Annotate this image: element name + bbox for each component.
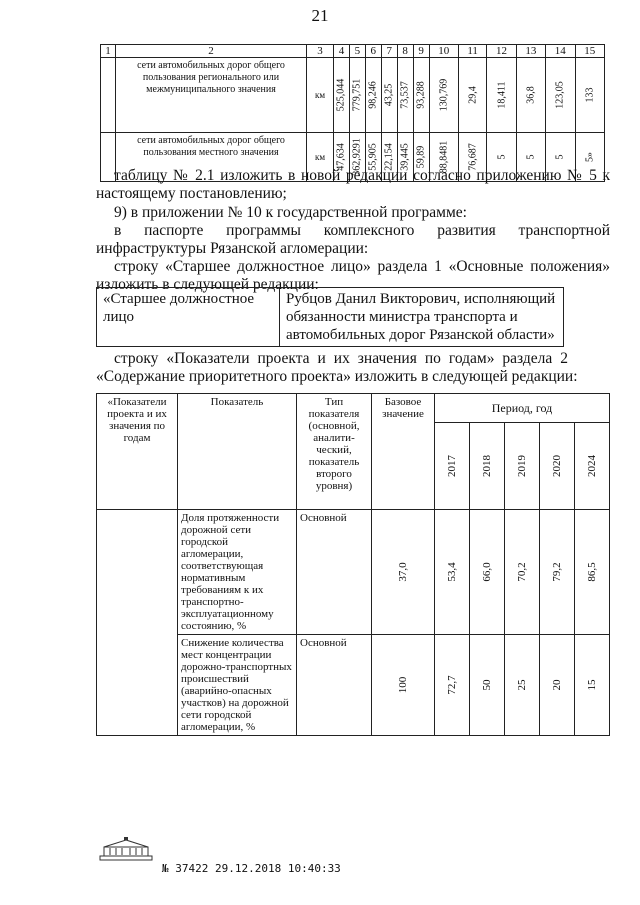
paragraph-indicators-cont: «Содержание приоритетного проекта» изложить в следующей редакции:: [96, 368, 578, 385]
value: 36,8: [525, 86, 537, 104]
base-value: 100: [397, 676, 409, 694]
value: 525,044: [335, 78, 347, 112]
header-period: Период, год: [435, 394, 610, 423]
table-row: [101, 58, 605, 133]
row-name: сети автомобильных дорог общего пользования регионального или межмуниципального значения: [116, 58, 307, 133]
value: 5: [525, 154, 537, 160]
indicator-type: Основной: [297, 510, 372, 635]
value: 779,751: [351, 78, 363, 112]
value: 5: [554, 154, 566, 160]
value: 72,7: [445, 675, 458, 695]
value: 5»: [584, 152, 596, 162]
table-header-row: [97, 394, 610, 423]
year: 2020: [550, 455, 563, 477]
header-type: Тип показателя (основной, аналити-ческий, показатель второго уровня): [297, 394, 372, 510]
value: 79,2: [550, 562, 563, 582]
paragraph-passport-cont: инфраструктуры Рязанской агломерации:: [96, 240, 369, 257]
value: 130,769: [438, 78, 450, 112]
header-indicator: Показатель: [178, 394, 297, 510]
value: 70,2: [515, 562, 528, 582]
project-indicators-table: [96, 393, 610, 736]
value: 123,05: [554, 81, 566, 109]
unit: км: [307, 58, 334, 133]
value: 66,0: [480, 562, 493, 582]
paragraph-item-9: 9) в приложении № 10 к государственной программе:: [114, 204, 467, 221]
value: 362,9291: [351, 138, 363, 176]
paragraph-table-2-1-cont: настоящему постановлению;: [96, 185, 287, 202]
registration-stamp: № 37422 29.12.2018 10:40:33: [162, 862, 341, 875]
value: 47,634: [335, 143, 347, 171]
year: 2017: [445, 455, 458, 477]
official-label: «Старшее должностное лицо: [97, 288, 280, 347]
value: 5: [496, 154, 508, 160]
value: 88,8481: [438, 140, 450, 174]
value: 86,5: [585, 562, 598, 582]
indicators-table-continued: [100, 44, 605, 182]
table-row: [97, 510, 610, 635]
value: 18,411: [496, 81, 508, 109]
unit: км: [307, 133, 334, 182]
paragraph-indicators: строку «Показатели проекта и их значения по годам» раздела 2: [114, 350, 568, 367]
header-base: Базовое значение: [372, 394, 435, 510]
row-name: сети автомобильных дорог общего пользования местного значения: [116, 133, 307, 182]
value: 73,537: [399, 81, 411, 109]
paragraph-passport: в паспорте программы комплексного развития транспортной: [114, 222, 610, 239]
value: 98,246: [367, 81, 379, 109]
value: 15: [585, 679, 598, 691]
value: 29,4: [467, 86, 479, 104]
value: 22,154: [383, 143, 395, 171]
indicator-type: Основной: [297, 635, 372, 736]
paragraph-table-2-1: таблицу № 2.1 изложить в новой редакции согласно приложению № 5 к: [114, 167, 610, 184]
value: 55,905: [367, 143, 379, 171]
value: 59,89: [415, 145, 427, 169]
value: 39,445: [399, 143, 411, 171]
year: 2024: [585, 455, 598, 477]
value: 50: [480, 679, 493, 691]
page-number: 21: [311, 6, 329, 25]
table-row: [97, 288, 564, 347]
indicator-name: Снижение количества мест концентрации дорожно-транспортных происшествий (аварийно-опасных участков) на дорожной сети городской агломерации, %: [178, 635, 297, 736]
value: 53,4: [445, 562, 458, 582]
government-building-seal-icon: [98, 836, 154, 862]
official-value: Рубцов Данил Викторович, исполняющий обязанности министра транспорта и автомобильных дорог Рязанской области»: [280, 288, 564, 347]
value: 43,25: [383, 83, 395, 107]
paragraph-senior-official: строку «Старшее должностное лицо» раздела 1 «Основные положения»: [114, 258, 610, 275]
year: 2019: [515, 455, 528, 477]
base-value: 37,0: [397, 562, 409, 582]
header-col1: «Показатели проекта и их значения по годам: [97, 394, 178, 510]
value: 76,687: [467, 143, 479, 171]
year: 2018: [480, 455, 493, 477]
senior-official-table: [96, 287, 564, 347]
value: 93,288: [415, 81, 427, 109]
value: 133: [584, 87, 596, 103]
value: 25: [515, 679, 528, 691]
indicator-name: Доля протяженности дорожной сети городской агломерации, соответствующая нормативным требованиям к их транспортно-эксплуатационному состоянию, %: [178, 510, 297, 635]
table-header-row: 1 2 3 4 5 6 7 8 9 10 11 12 13 14 15: [101, 45, 605, 58]
value: 20: [550, 679, 563, 691]
paragraph-senior-official-cont: изложить в следующей редакции:: [96, 276, 319, 293]
